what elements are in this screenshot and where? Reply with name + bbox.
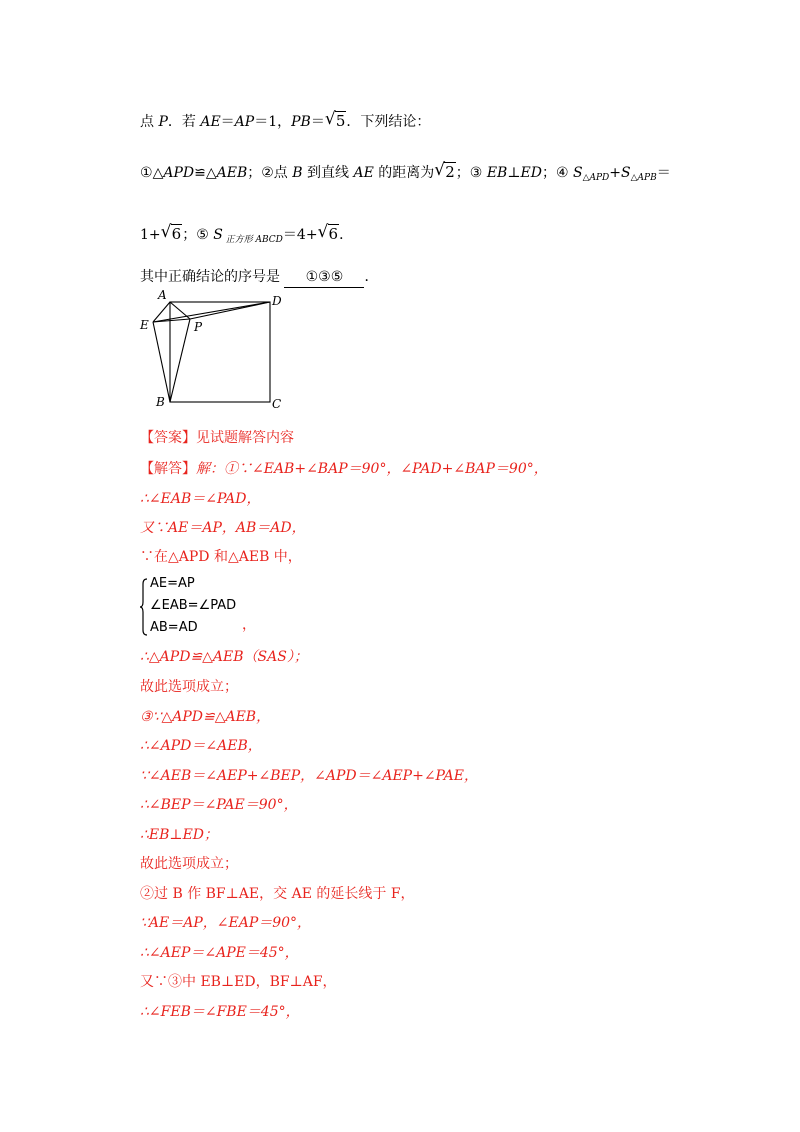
text: ＝1， — [254, 114, 292, 130]
solution-line: 【解答】解：①∵∠EAB+∠BAP＝90°，∠PAD+∠BAP＝90°， — [140, 461, 548, 477]
solution-tag: 【解答】 — [140, 461, 196, 477]
segment-eb — [153, 322, 170, 402]
circled-3: ③ — [469, 165, 483, 181]
solution-line: ∵∠AEB＝∠AEP+∠BEP，∠APD＝∠AEP+∠PAE， — [140, 768, 479, 784]
circled-2: ② — [261, 165, 274, 181]
text: ＝ — [220, 114, 235, 130]
circled-5: ⑤ — [196, 227, 209, 243]
solution-line: ∴∠AEP＝∠APE＝45°， — [140, 945, 299, 961]
var-pb: PB — [291, 114, 311, 130]
segment-ed — [153, 302, 270, 322]
label-d: D — [272, 294, 282, 308]
solution-line: 故此选项成立； — [140, 856, 238, 872]
problem-line-2: ①△APD≌△AEB；②点 B 到直线 AE 的距离为 √ 2；③ EB⊥ED；④ $S_{\triangle APD}+S_{\triangle APB}=$ — [140, 160, 671, 183]
text: ＝ — [310, 114, 325, 130]
solution-line: 又∵AE＝AP，AB＝AD， — [140, 520, 306, 536]
system-tail: ， — [242, 617, 256, 633]
text: 点 — [140, 114, 159, 130]
system-eq-1: AE=AP — [150, 576, 195, 591]
solution-line: ∴∠BEP＝∠PAE＝90°， — [140, 797, 298, 813]
label-p: P — [194, 320, 203, 334]
label-e: E — [140, 318, 149, 332]
solution-line: ∴∠FEB＝∠FBE＝45°， — [140, 1004, 300, 1020]
solution-line: ③∵△APD≌△AEB， — [140, 709, 271, 725]
segment-pb — [170, 319, 190, 402]
solution-line: ∵AE＝AP，∠EAP＝90°， — [140, 915, 312, 931]
var-p: P — [158, 114, 168, 130]
text: ．下列结论： — [346, 114, 431, 130]
text: ．若 — [167, 114, 201, 130]
problem-line-1 — [140, 111, 430, 132]
system-eq-3: AB=AD — [150, 620, 198, 635]
label-a: A — [158, 288, 167, 302]
var-ap: AP — [234, 114, 255, 130]
solution-line: ∴△APD≌△AEB（SAS）； — [140, 649, 308, 665]
solution-line: ②过 B 作 BF⊥AE，交 AE 的延长线于 F， — [140, 886, 415, 902]
sqrt-6: √ 6 — [160, 222, 182, 243]
answer-line: 【答案】见试题解答内容 — [140, 430, 294, 446]
solution-line: 又∵③中 EB⊥ED，BF⊥AF， — [140, 974, 337, 990]
system-eq-2: ∠EAB=∠PAD — [150, 598, 237, 613]
sqrt-6: √ 6 — [317, 222, 339, 243]
sqrt-5: √ 5 — [324, 109, 346, 130]
label-c: C — [272, 397, 282, 411]
solution-line: ∴EB⊥ED； — [140, 827, 219, 843]
var-ae: AE — [200, 114, 221, 130]
circled-1: ① — [140, 165, 153, 181]
label-b: B — [156, 395, 165, 409]
geometry-figure — [136, 288, 296, 413]
solution-line: ∵在△APD 和△AEB 中， — [140, 549, 302, 565]
answer-tag: 【答案】 — [140, 430, 196, 446]
problem-line-3: 1+ √ 6；⑤ S $_{正方形 ABCD}$＝4+ √ 6． — [140, 222, 354, 245]
problem-line-4: 其中正确结论的序号是 ①③⑤ ． — [140, 267, 378, 288]
solution-line: ∴∠EAB＝∠PAD， — [140, 491, 261, 507]
circled-4: ④ — [555, 165, 569, 181]
solution-line: ∴∠APD＝∠AEB， — [140, 738, 262, 754]
answer-blank: ①③⑤ — [284, 267, 364, 288]
brace-icon — [140, 578, 148, 636]
sqrt-2: √ 2 — [434, 160, 455, 181]
solution-line: 故此选项成立； — [140, 679, 238, 695]
